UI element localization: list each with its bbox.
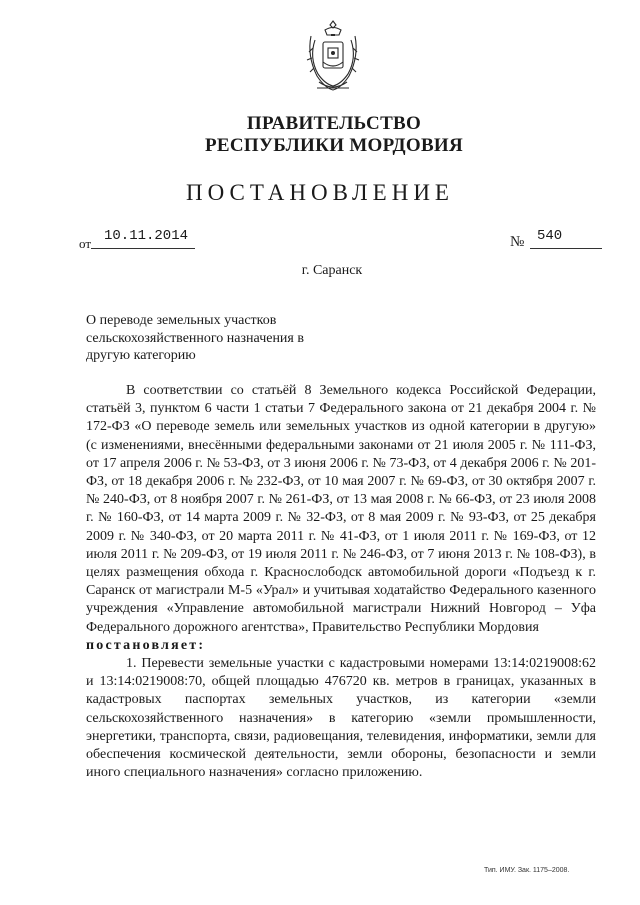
issuer-line-1: ПРАВИТЕЛЬСТВО — [246, 113, 422, 134]
city-name: г. Саранск — [301, 263, 363, 278]
document-type-title: ПОСТАНОВЛЕНИЕ — [186, 180, 454, 205]
print-footer: Тип. ИМУ. Зак. 1175–2008. — [484, 867, 570, 874]
resolve-word: постановляет: — [86, 637, 206, 653]
coat-of-arms-emblem — [305, 18, 361, 96]
preamble-paragraph: В соответствии со статьёй 8 Земельного кодекса Российской Федерации, статьёй 3, пунктом 6 части 1 статьи 7 Федерального закона от 21 декабря 2004 г. № 172-ФЗ «О переводе земель или земельных участков из одной категории в другую» (с изменениями, внесёнными федеральными законами от 21 июля 2005 г. № 111-ФЗ, от 17 апреля 2006 г. № 53-ФЗ, от 3 июня 2006 г. № 73-ФЗ, от 4 декабря 2006 г. № 201-ФЗ, от 18 декабря 2006 г. № 232-ФЗ, от 10 мая 2007 г. № 69-ФЗ, от 30 октября 2007 г. № 240-ФЗ, от 8 ноября 2007 г. № 261-ФЗ, от 13 мая 2008 г. № 66-ФЗ, от 23 июля 2008 г. № 160-ФЗ, от 14 марта 2009 г. № 32-ФЗ, от 8 мая 2009 г. № 93-ФЗ, от 25 декабря 2009 г. № 340-ФЗ, от 20 марта 2011 г. № 41-ФЗ, от 1 июля 2011 г. № 169-ФЗ, от 12 июля 2011 г. № 209-ФЗ, от 19 июля 2011 г. № 246-ФЗ, от 7 июня 2013 г. № 108-ФЗ), в целях размещения обхода г. Краснослободск автомобильной дороги «Подъезд к г. Саранск от магистрали М-5 «Урал» и учитывая ходатайство Федерального казенного учреждения «Управление автомобильной магистрали Нижний Новгород – Уфа Федерального дорожного агентства», Правительство Республики Мордовия — [86, 383, 596, 635]
document-subject: О переводе земельных участков сельскохозяйственного назначения в другую категорию — [86, 313, 304, 363]
document-number: 540 — [537, 228, 563, 244]
document-date: 10.11.2014 — [104, 228, 189, 244]
item-1-paragraph: 1. Перевести земельные участки с кадастровыми номерами 13:14:0219008:62 и 13:14:0219008:70, общей площадью 476720 кв. метров в границах, указанных в кадастровых паспортах земельных участков, из категории «земли сельскохозяйственного назначения» в категорию «земли промышленности, энергетики, транспорта, связи, радиовещания, телевидения, информатики, земли для обеспечения космической деятельности, земли обороны, безопасности и земли иного специального назначения» согласно приложению. — [86, 656, 596, 781]
date-prefix: от — [79, 236, 92, 251]
issuer-line-2: РЕСПУБЛИКИ МОРДОВИЯ — [204, 135, 464, 156]
document-body — [86, 382, 596, 782]
number-prefix: № — [510, 234, 525, 250]
